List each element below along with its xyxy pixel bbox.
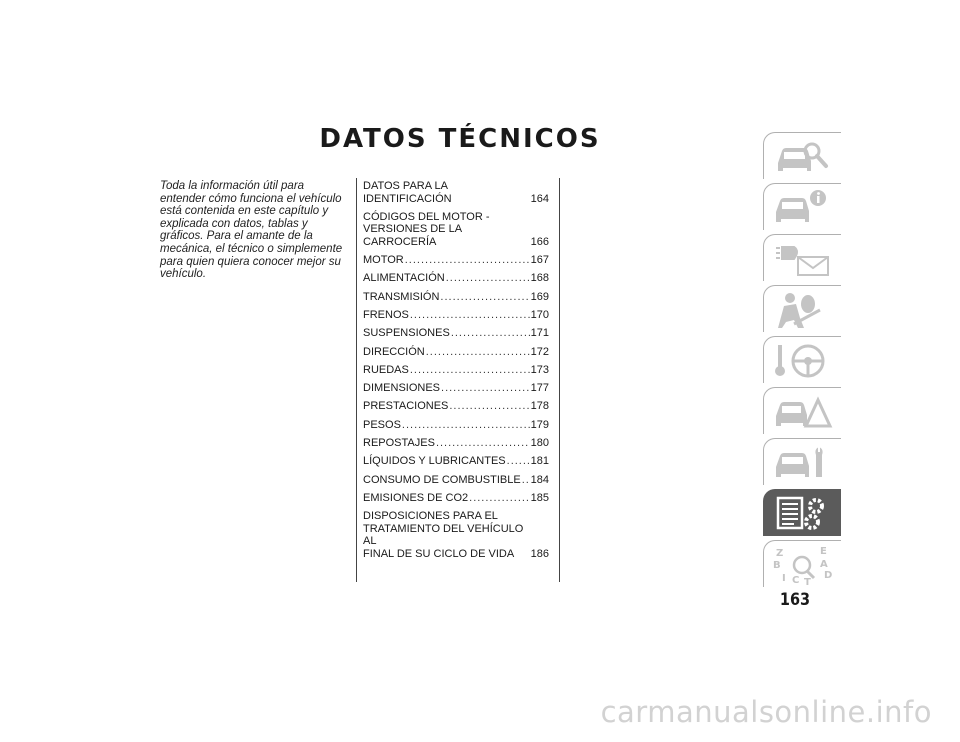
toc-page: 172 (530, 345, 549, 358)
toc-item[interactable] (363, 437, 549, 450)
toc-dots (507, 455, 530, 468)
toc-label: PESOS (363, 418, 401, 431)
toc-label: ALIMENTACIÓN (363, 272, 445, 285)
key-steering-wheel-icon (772, 341, 834, 381)
toc-item[interactable] (363, 364, 549, 377)
toc-item[interactable] (363, 455, 549, 468)
toc-label: SUSPENSIONES (363, 327, 450, 340)
toc-dots (446, 272, 530, 285)
index-letter: D (824, 570, 833, 581)
toc-label: DISPOSICIONES PARA EL TRATAMIENTO DEL VEHÍCULO AL FINAL DE SU CICLO DE VIDA (363, 510, 524, 560)
toc-dots (405, 254, 530, 267)
toc-label: EMISIONES DE CO2 (363, 491, 469, 504)
toc-dots (469, 492, 530, 505)
page-number: 163 (779, 590, 811, 610)
index-letter: Z (776, 548, 784, 559)
toc-item[interactable] (363, 419, 549, 432)
toc-item[interactable] (363, 382, 549, 395)
car-info-icon (772, 188, 834, 228)
toc-item[interactable] (363, 211, 549, 249)
toc-label: DIMENSIONES (363, 382, 441, 395)
toc-label: TRANSMISIÓN (363, 290, 440, 303)
toc-dots (441, 382, 530, 395)
tab-emergency[interactable] (763, 387, 841, 434)
toc-label: DATOS PARA LA IDENTIFICACIÓN (363, 180, 452, 205)
tab-car-search[interactable] (763, 132, 841, 179)
toc-item[interactable] (363, 474, 549, 487)
light-envelope-icon (772, 239, 834, 279)
car-magnifier-icon (772, 137, 834, 177)
toc-label: PRESTACIONES (363, 400, 449, 413)
toc-item[interactable] (363, 346, 549, 359)
watermark: carmanualsonline.info (600, 695, 932, 729)
toc-dots (451, 327, 530, 340)
toc-label: RUEDAS (363, 363, 409, 376)
toc-dots (402, 419, 530, 432)
index-letter: A (820, 559, 828, 570)
toc-page: 164 (530, 192, 549, 205)
car-wrench-icon (772, 443, 834, 483)
toc-label: LÍQUIDOS Y LUBRICANTES (363, 455, 506, 468)
toc-dots (426, 346, 530, 359)
tab-car-info[interactable] (763, 183, 841, 230)
toc-label: CÓDIGOS DEL MOTOR - VERSIONES DE LA CARROCERÍA (363, 210, 490, 248)
toc-label: FRENOS (363, 308, 409, 321)
toc-item[interactable] (363, 291, 549, 304)
alphabet-index-icon (772, 545, 834, 585)
tab-starting-driving[interactable] (763, 336, 841, 383)
toc-page: 169 (530, 290, 549, 303)
toc-page: 178 (530, 400, 549, 413)
toc-page: 186 (530, 547, 549, 560)
toc-item[interactable] (363, 510, 549, 560)
index-letter: C (792, 575, 800, 585)
toc-page: 180 (530, 437, 549, 450)
toc-page: 179 (530, 418, 549, 431)
toc-item[interactable] (363, 400, 549, 413)
tab-technical-data[interactable] (763, 489, 841, 536)
toc-dots (410, 309, 530, 322)
toc-page: 184 (530, 473, 549, 486)
intro-text: Toda la información útil para entender cómo funciona el vehículo está contenida en este capítulo y explicada con datos, tablas y gráficos. Para el amante de la mecánica, el técnico o simplemente para quien quiera conocer mejor su vehículo. (160, 180, 343, 281)
toc-dots (449, 400, 529, 413)
toc-item[interactable] (363, 492, 549, 505)
toc-dots (440, 291, 529, 304)
page-title: DATOS TÉCNICOS (319, 124, 601, 154)
toc-item[interactable] (363, 180, 549, 205)
toc-page: 166 (530, 235, 549, 248)
toc-label: MOTOR (363, 254, 404, 267)
index-letter: I (782, 573, 786, 584)
toc-item[interactable] (363, 254, 549, 267)
divider-right (559, 178, 560, 582)
toc-dots (436, 437, 530, 450)
toc-page: 170 (530, 308, 549, 321)
toc-label: DIRECCIÓN (363, 345, 425, 358)
toc-dots (522, 474, 530, 487)
toc-item[interactable] (363, 272, 549, 285)
divider-left (356, 178, 357, 582)
toc-page: 185 (530, 491, 549, 504)
tab-safety[interactable] (763, 285, 841, 332)
car-warning-triangle-icon (772, 392, 834, 432)
chapter-tabs (763, 132, 841, 591)
toc-page: 167 (530, 254, 549, 267)
index-letter: E (820, 546, 827, 557)
tab-index[interactable] (763, 540, 841, 587)
toc-page: 177 (530, 382, 549, 395)
toc-page: 168 (530, 272, 549, 285)
index-letter: B (773, 560, 781, 571)
toc-item[interactable] (363, 309, 549, 322)
toc-item[interactable] (363, 327, 549, 340)
toc-label: REPOSTAJES (363, 437, 435, 450)
toc-dots (410, 364, 530, 377)
tab-maintenance[interactable] (763, 438, 841, 485)
toc-page: 171 (530, 327, 549, 340)
table-of-contents (363, 180, 549, 566)
toc-page: 173 (530, 363, 549, 376)
toc-page: 181 (530, 455, 549, 468)
airbag-person-icon (772, 290, 834, 330)
document-gears-icon (772, 494, 834, 534)
tab-lights-messages[interactable] (763, 234, 841, 281)
index-letter: T (804, 577, 811, 585)
toc-label: CONSUMO DE COMBUSTIBLE (363, 473, 521, 486)
